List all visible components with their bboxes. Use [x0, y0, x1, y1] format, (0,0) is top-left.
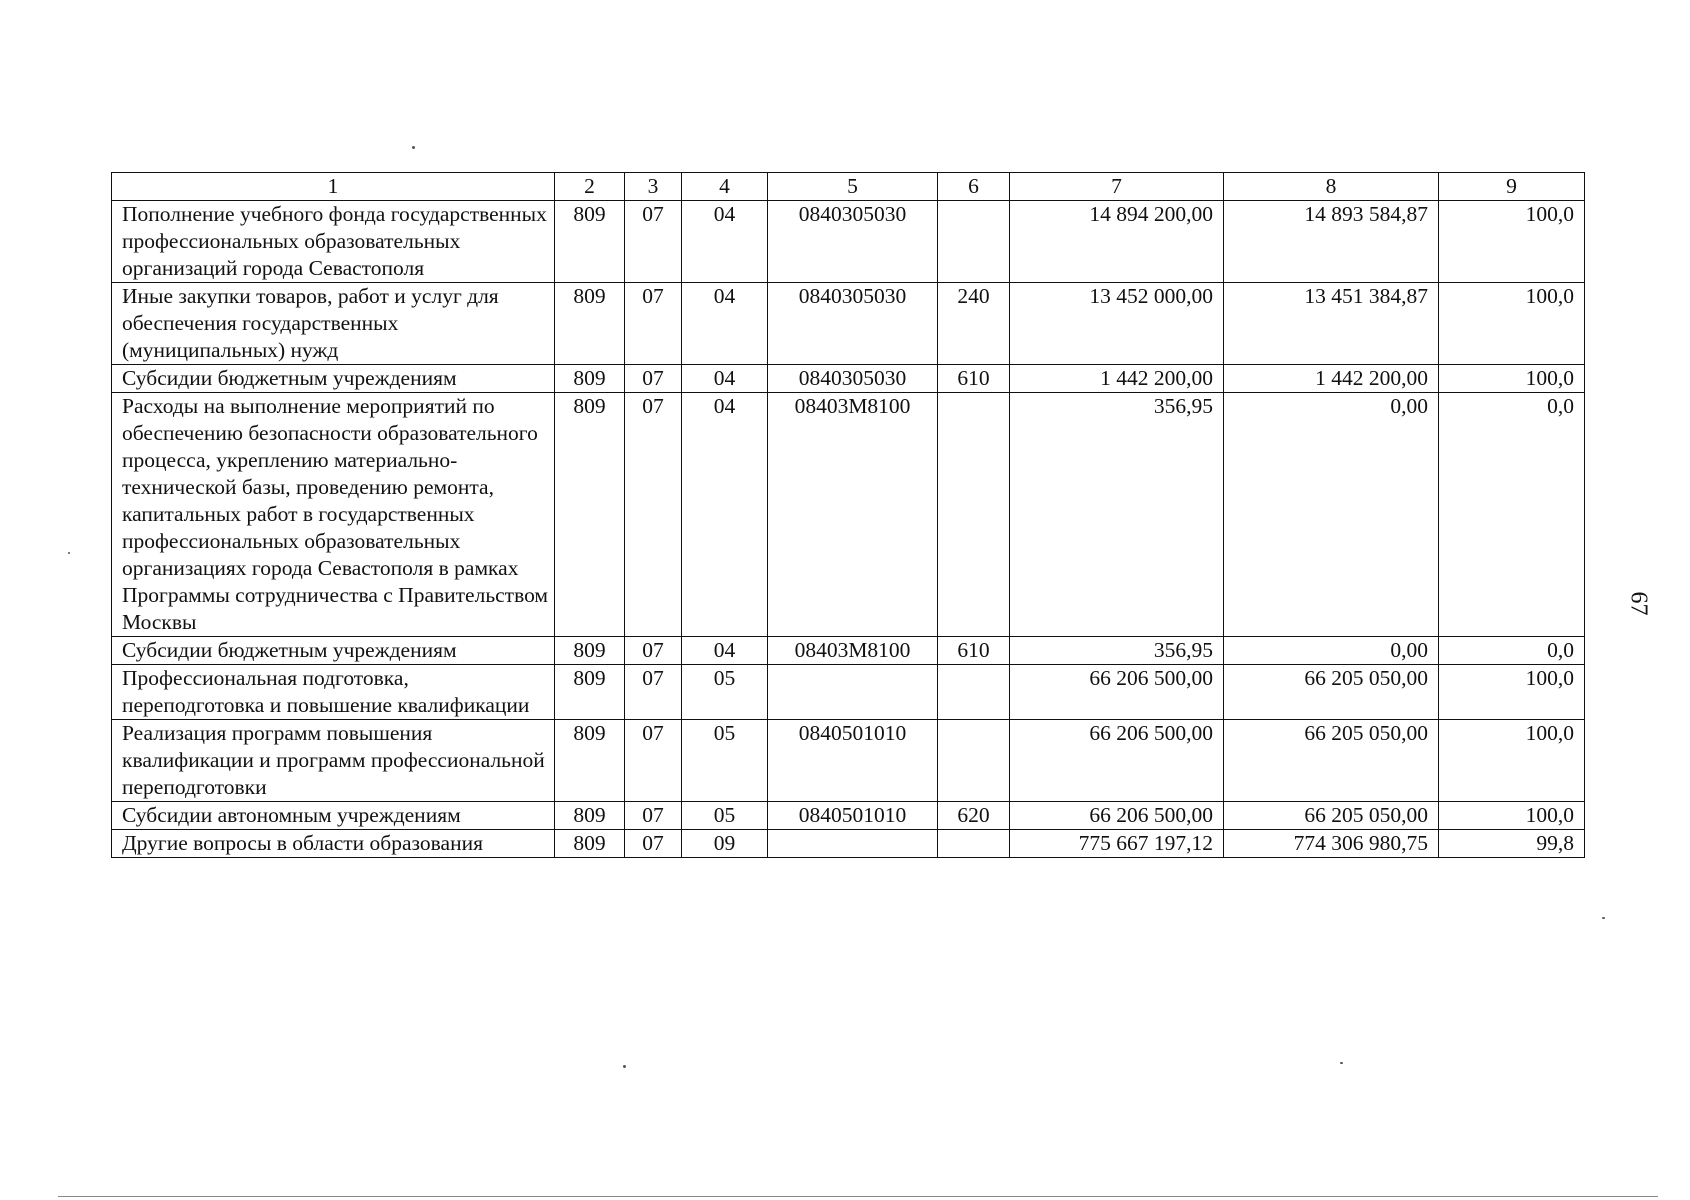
execution-percent-cell: 100,0	[1439, 802, 1585, 830]
target-article-cell	[768, 665, 938, 720]
ministry-code-cell: 809	[555, 720, 625, 802]
table-row	[112, 365, 1585, 393]
target-article-cell: 08403М8100	[768, 393, 938, 637]
section-code-cell: 07	[625, 720, 682, 802]
budget-execution-table	[111, 172, 1585, 858]
target-article-cell: 0840305030	[768, 201, 938, 283]
table-row	[112, 393, 1585, 637]
target-article-cell	[768, 830, 938, 858]
table-row	[112, 283, 1585, 365]
execution-percent-cell: 0,0	[1439, 393, 1585, 637]
expense-name-cell: Профессиональная подготовка, переподготовка и повышение квалификации	[112, 665, 555, 720]
expense-name-cell: Реализация программ повышения квалификации и программ профессиональной переподготовки	[112, 720, 555, 802]
scan-speck	[68, 552, 70, 554]
planned-amount-cell: 1 442 200,00	[1010, 365, 1224, 393]
subsection-code-cell: 09	[682, 830, 768, 858]
section-code-cell: 07	[625, 665, 682, 720]
target-article-cell: 0840305030	[768, 283, 938, 365]
executed-amount-cell: 66 205 050,00	[1224, 720, 1439, 802]
section-code-cell: 07	[625, 830, 682, 858]
execution-percent-cell: 0,0	[1439, 637, 1585, 665]
expense-type-cell: 240	[938, 283, 1010, 365]
executed-amount-cell: 13 451 384,87	[1224, 283, 1439, 365]
ministry-code-cell: 809	[555, 393, 625, 637]
executed-amount-cell: 1 442 200,00	[1224, 365, 1439, 393]
target-article-cell: 0840501010	[768, 720, 938, 802]
expense-type-cell: 610	[938, 365, 1010, 393]
target-article-cell: 0840305030	[768, 365, 938, 393]
expense-type-cell: 610	[938, 637, 1010, 665]
scan-speck	[623, 1065, 626, 1068]
table-row	[112, 665, 1585, 720]
execution-percent-cell: 100,0	[1439, 201, 1585, 283]
table-row	[112, 201, 1585, 283]
expense-type-cell	[938, 720, 1010, 802]
section-code-cell: 07	[625, 637, 682, 665]
column-number-1: 1	[112, 173, 555, 201]
executed-amount-cell: 0,00	[1224, 393, 1439, 637]
expense-name-cell: Иные закупки товаров, работ и услуг для обеспечения государственных (муниципальных) нужд	[112, 283, 555, 365]
execution-percent-cell: 100,0	[1439, 283, 1585, 365]
expense-type-cell: 620	[938, 802, 1010, 830]
subsection-code-cell: 05	[682, 720, 768, 802]
table-body	[112, 201, 1585, 858]
executed-amount-cell: 66 205 050,00	[1224, 665, 1439, 720]
planned-amount-cell: 13 452 000,00	[1010, 283, 1224, 365]
planned-amount-cell: 14 894 200,00	[1010, 201, 1224, 283]
expense-name-cell: Расходы на выполнение мероприятий по обеспечению безопасности образовательного процесса, укреплению материально-технической базы, проведению ремонта, капитальных работ в государственных профессиональных образовательных организациях города Севастополя в рамках Программы сотрудничества с Правительством Москвы	[112, 393, 555, 637]
scan-speck	[412, 146, 415, 149]
expense-name-cell: Субсидии бюджетным учреждениям	[112, 365, 555, 393]
subsection-code-cell: 05	[682, 665, 768, 720]
page-number: 67	[1625, 591, 1652, 616]
target-article-cell: 0840501010	[768, 802, 938, 830]
scan-edge-line	[58, 1196, 1658, 1197]
planned-amount-cell: 66 206 500,00	[1010, 802, 1224, 830]
expense-type-cell	[938, 830, 1010, 858]
expense-type-cell	[938, 665, 1010, 720]
section-code-cell: 07	[625, 802, 682, 830]
subsection-code-cell: 04	[682, 283, 768, 365]
scan-speck	[1602, 917, 1605, 919]
table-header	[112, 173, 1585, 201]
planned-amount-cell: 356,95	[1010, 637, 1224, 665]
column-number-2: 2	[555, 173, 625, 201]
expense-name-cell: Субсидии автономным учреждениям	[112, 802, 555, 830]
column-number-7: 7	[1010, 173, 1224, 201]
executed-amount-cell: 14 893 584,87	[1224, 201, 1439, 283]
ministry-code-cell: 809	[555, 201, 625, 283]
column-number-9: 9	[1439, 173, 1585, 201]
table-row	[112, 637, 1585, 665]
expense-type-cell	[938, 201, 1010, 283]
table-row	[112, 802, 1585, 830]
planned-amount-cell: 775 667 197,12	[1010, 830, 1224, 858]
executed-amount-cell: 774 306 980,75	[1224, 830, 1439, 858]
table-row	[112, 830, 1585, 858]
planned-amount-cell: 66 206 500,00	[1010, 720, 1224, 802]
section-code-cell: 07	[625, 201, 682, 283]
ministry-code-cell: 809	[555, 283, 625, 365]
header-row	[112, 173, 1585, 201]
ministry-code-cell: 809	[555, 802, 625, 830]
ministry-code-cell: 809	[555, 365, 625, 393]
ministry-code-cell: 809	[555, 637, 625, 665]
planned-amount-cell: 66 206 500,00	[1010, 665, 1224, 720]
section-code-cell: 07	[625, 393, 682, 637]
expense-name-cell: Пополнение учебного фонда государственных профессиональных образовательных организаций города Севастополя	[112, 201, 555, 283]
planned-amount-cell: 356,95	[1010, 393, 1224, 637]
ministry-code-cell: 809	[555, 830, 625, 858]
expense-name-cell: Субсидии бюджетным учреждениям	[112, 637, 555, 665]
execution-percent-cell: 100,0	[1439, 365, 1585, 393]
column-number-8: 8	[1224, 173, 1439, 201]
column-number-5: 5	[768, 173, 938, 201]
ministry-code-cell: 809	[555, 665, 625, 720]
executed-amount-cell: 66 205 050,00	[1224, 802, 1439, 830]
table-row	[112, 720, 1585, 802]
subsection-code-cell: 04	[682, 201, 768, 283]
section-code-cell: 07	[625, 365, 682, 393]
expense-name-cell: Другие вопросы в области образования	[112, 830, 555, 858]
expense-type-cell	[938, 393, 1010, 637]
execution-percent-cell: 100,0	[1439, 665, 1585, 720]
subsection-code-cell: 04	[682, 637, 768, 665]
subsection-code-cell: 04	[682, 393, 768, 637]
column-number-6: 6	[938, 173, 1010, 201]
target-article-cell: 08403М8100	[768, 637, 938, 665]
section-code-cell: 07	[625, 283, 682, 365]
column-number-4: 4	[682, 173, 768, 201]
execution-percent-cell: 100,0	[1439, 720, 1585, 802]
executed-amount-cell: 0,00	[1224, 637, 1439, 665]
subsection-code-cell: 04	[682, 365, 768, 393]
scan-speck	[1340, 1062, 1343, 1064]
subsection-code-cell: 05	[682, 802, 768, 830]
execution-percent-cell: 99,8	[1439, 830, 1585, 858]
column-number-3: 3	[625, 173, 682, 201]
